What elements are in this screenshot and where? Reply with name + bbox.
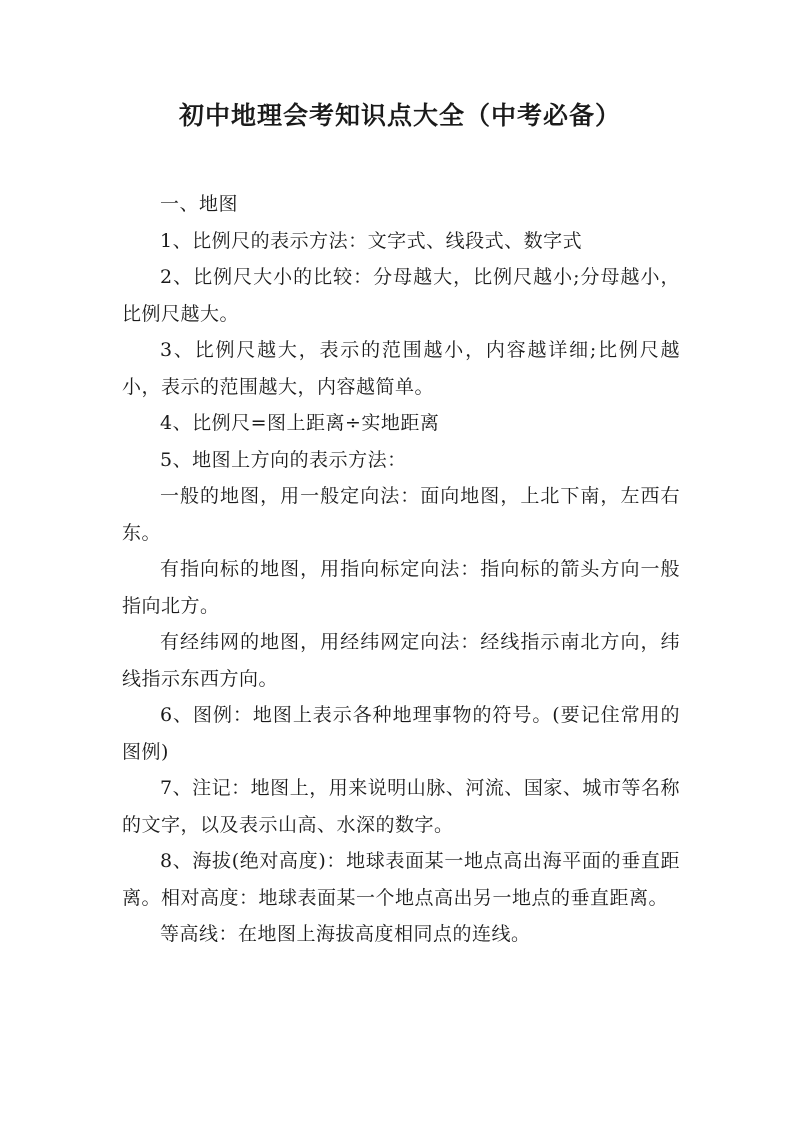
paragraph-contour-line: 等高线：在地图上海拔高度相同点的连线。	[160, 923, 531, 945]
paragraph-altitude: 8、海拔(绝对高度)：地球表面某一地点高出海平面的垂直距离。相对高度：地球表面某一个地点高出另一地点的垂直距离。	[122, 850, 680, 909]
paragraph-general-orientation: 一般的地图，用一般定向法：面向地图，上北下南，左西右东。	[122, 485, 680, 544]
paragraph-annotation: 7、注记：地图上，用来说明山脉、河流、国家、城市等名称的文字，以及表示山高、水深的数字。	[122, 777, 680, 836]
paragraph-scale-range: 3、比例尺越大，表示的范围越小，内容越详细;比例尺越小，表示的范围越大，内容越简单。	[122, 339, 680, 398]
paragraph-grid-orientation: 有经纬网的地图，用经纬网定向法：经线指示南北方向，纬线指示东西方向。	[122, 631, 680, 690]
paragraph-direction-methods: 5、地图上方向的表示方法：	[160, 448, 407, 471]
paragraph-scale-compare: 2、比例尺大小的比较：分母越大，比例尺越小;分母越小，比例尺越大。	[122, 266, 680, 325]
document-title: 初中地理会考知识点大全（中考必备）	[178, 101, 621, 130]
paragraph-legend: 6、图例：地图上表示各种地理事物的符号。(要记住常用的图例)	[122, 704, 680, 763]
paragraph-scale-methods: 1、比例尺的表示方法：文字式、线段式、数字式	[160, 229, 583, 252]
section-heading-map: 一、地图	[160, 193, 239, 215]
paragraph-scale-formula: 4、比例尺=图上距离÷实地距离	[160, 412, 440, 434]
paragraph-pointer-orientation: 有指向标的地图，用指向标定向法：指向标的箭头方向一般指向北方。	[122, 558, 680, 617]
document-body	[122, 186, 680, 953]
